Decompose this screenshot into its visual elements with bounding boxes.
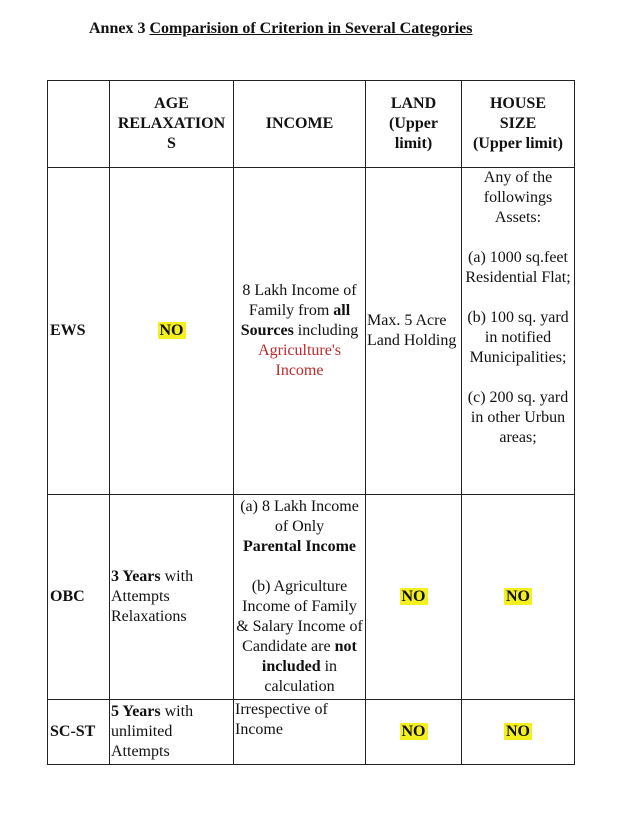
- title-prefix: Annex 3: [89, 20, 146, 37]
- scst-age: 5 Years with unlimited Attempts: [110, 700, 234, 765]
- title-main: Comparision of Criterion in Several Categories: [149, 20, 473, 37]
- ews-income-agri: Agriculture's Income: [258, 342, 341, 379]
- obc-income: (a) 8 Lakh Income of Only Parental Income (b) Agriculture Income of Family & Salary Income of Candidate are not included in calculation: [234, 495, 366, 700]
- obc-land: [366, 495, 462, 700]
- row-scst: [48, 700, 575, 765]
- ews-income: 8 Lakh Income of Family from all Sources including Agriculture's Income: [234, 168, 366, 495]
- header-age: AGE RELAXATION S: [110, 81, 234, 168]
- obc-house-badge: NO: [506, 588, 530, 605]
- page-title: [89, 20, 473, 38]
- obc-age: 3 Years with Attempts Relaxations: [110, 495, 234, 700]
- ews-age: [110, 168, 234, 495]
- row-obc: [48, 495, 575, 700]
- scst-category: SC-ST: [48, 700, 110, 765]
- scst-income: Irrespective of Income: [234, 700, 366, 765]
- ews-land: Max. 5 Acre Land Holding: [366, 168, 462, 495]
- comparison-table: [47, 80, 575, 765]
- header-row: [48, 81, 575, 168]
- scst-house: [462, 700, 575, 765]
- obc-land-badge: NO: [401, 588, 426, 605]
- scst-land: [366, 700, 462, 765]
- ews-house: Any of the followings Assets: (a) 1000 sq.feet Residential Flat; (b) 100 sq. yard in notified Municipalities; (c) 200 sq. yard in other Urbun areas;: [462, 168, 575, 495]
- obc-category: OBC: [48, 495, 110, 700]
- header-blank: [48, 81, 110, 168]
- ews-age-badge: NO: [159, 322, 184, 339]
- row-ews: [48, 168, 575, 495]
- scst-house-badge: NO: [506, 723, 530, 740]
- header-land: LAND (Upper limit): [366, 81, 462, 168]
- obc-house: [462, 495, 575, 700]
- ews-category: EWS: [48, 168, 110, 495]
- scst-land-badge: NO: [401, 723, 426, 740]
- header-house: HOUSE SIZE (Upper limit): [462, 81, 575, 168]
- header-income: INCOME: [234, 81, 366, 168]
